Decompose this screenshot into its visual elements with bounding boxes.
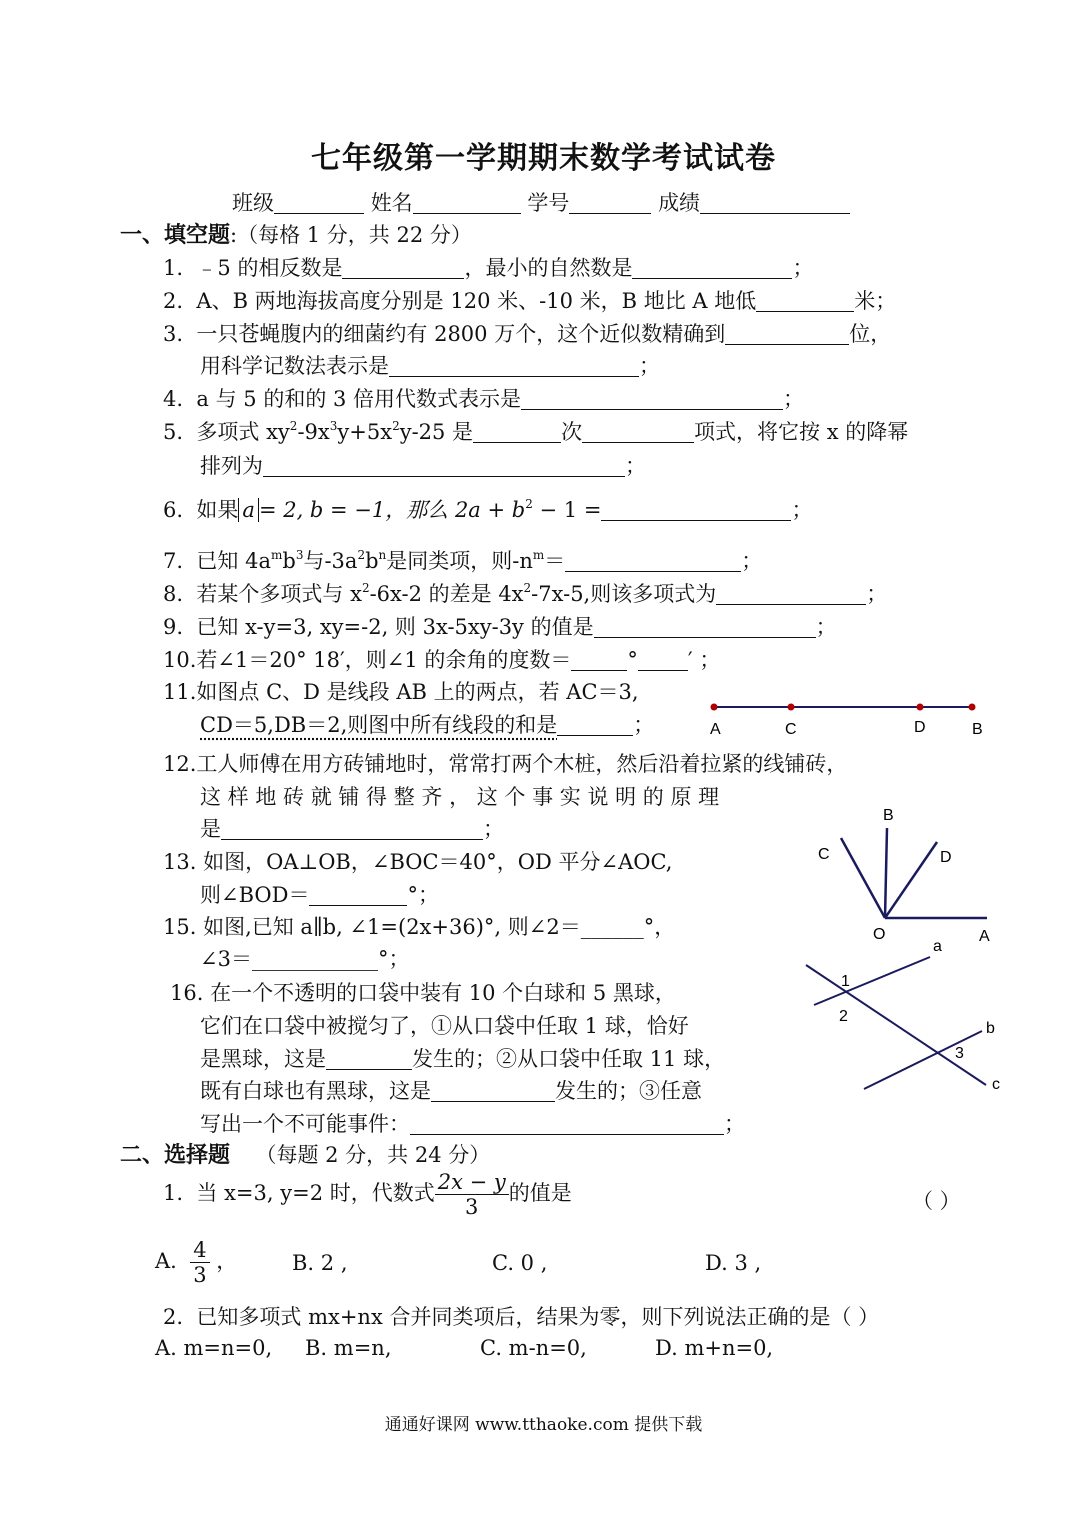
ray-od xyxy=(885,842,937,918)
q-text: 是同类项，则-n xyxy=(386,549,533,573)
option-c[interactable]: C. 0 , xyxy=(492,1251,548,1275)
q-text: 如果 xyxy=(196,498,239,522)
q-text: 则∠BOD＝ xyxy=(200,883,310,907)
q-num: 9. xyxy=(163,615,184,639)
choice-q1-answer-paren[interactable]: （ ） xyxy=(912,1189,961,1213)
answer-blank[interactable] xyxy=(557,713,633,736)
answer-blank[interactable] xyxy=(601,498,791,521)
student-info xyxy=(232,187,850,217)
q-text: 是 xyxy=(200,817,221,841)
q-text: 多项式 xy xyxy=(196,420,290,444)
section1-heading-line xyxy=(120,218,472,249)
q-text: 已知 x-y=3, xy=-2, 则 3x-5xy-3y 的值是 xyxy=(196,615,594,639)
q-text: ° xyxy=(627,648,638,672)
q-text: 若某个多项式与 x xyxy=(196,582,362,606)
label-a: A xyxy=(710,721,721,738)
name-field[interactable] xyxy=(413,191,521,214)
exponent: m xyxy=(532,548,545,562)
answer-blank[interactable] xyxy=(309,883,407,906)
fill-q13-line2 xyxy=(200,879,439,909)
answer-blank[interactable] xyxy=(342,256,464,279)
q-text: °； xyxy=(407,883,439,907)
angle-3-label: 3 xyxy=(955,1045,964,1062)
point-d xyxy=(917,704,924,711)
q-num: 6. xyxy=(163,498,184,522)
exponent: 3 xyxy=(329,419,338,433)
label-a: a xyxy=(933,938,942,955)
number-field[interactable] xyxy=(569,191,651,214)
option-a[interactable]: A. m=n=0, xyxy=(155,1336,273,1360)
exponent: 2 xyxy=(361,581,370,595)
fill-q16 xyxy=(170,977,676,1007)
fill-q16-line2 xyxy=(200,1010,689,1040)
angle-figure xyxy=(805,800,1015,950)
q-text: 发生的；②从口袋中任取 11 球， xyxy=(412,1047,726,1071)
q-text: y-25 是 xyxy=(399,420,474,444)
section1-note: :（每格 1 分，共 22 分） xyxy=(230,223,472,247)
ray-oc xyxy=(841,838,885,918)
class-field[interactable] xyxy=(274,191,364,214)
answer-blank[interactable] xyxy=(756,289,854,312)
label-c: c xyxy=(992,1076,1000,1093)
angle-2-label: 2 xyxy=(839,1008,848,1025)
answer-blank[interactable] xyxy=(263,454,625,477)
point-a xyxy=(711,704,718,711)
q-num: 15. xyxy=(163,915,197,939)
label-b: b xyxy=(986,1020,995,1037)
q-text: 位， xyxy=(849,322,892,346)
q-text: 发生的；③任意 xyxy=(555,1079,702,1103)
answer-blank[interactable] xyxy=(389,354,639,377)
q-text: ； xyxy=(866,582,888,606)
answer-blank[interactable] xyxy=(582,420,694,443)
fill-q3 xyxy=(163,318,891,348)
q-text: ； xyxy=(815,615,837,639)
q-text: 如图点 C、D 是线段 AB 上的两点，若 AC＝3, xyxy=(196,680,639,704)
q-text: 项式，将它按 x 的降幂 xyxy=(694,420,909,444)
q-text: 工人师傅在用方砖铺地时，常常打两个木桩，然后沿着拉紧的线铺砖， xyxy=(196,752,848,776)
q-text: ， xyxy=(216,1249,238,1274)
q-text: ﹣5 的相反数是 xyxy=(196,256,343,280)
q-text: 它们在口袋中被搅匀了，①从口袋中任取 1 球，恰好 xyxy=(200,1014,689,1038)
label-c: C xyxy=(785,721,797,738)
q-text: ； xyxy=(783,387,805,411)
q-text: ； xyxy=(741,549,763,573)
score-field[interactable] xyxy=(700,191,850,214)
q-text: A、B 两地海拔高度分别是 120 米、-10 米，B 地比 A 地低 xyxy=(196,289,757,313)
q-text: 排列为 xyxy=(200,454,263,478)
q-text: a 与 5 的和的 3 倍用代数式表示是 xyxy=(196,387,522,411)
q-num: 1. xyxy=(163,1181,184,1206)
q-text: 已知 4a xyxy=(196,549,271,573)
q-text: -9x xyxy=(297,420,330,444)
class-label: 班级 xyxy=(232,191,274,215)
fraction-numerator: 2x − y xyxy=(435,1170,509,1195)
fill-q6 xyxy=(163,494,812,524)
q-text: 写出一个不可能事件： xyxy=(200,1112,410,1136)
number-label: 学号 xyxy=(527,191,570,215)
answer-blank[interactable] xyxy=(571,648,627,671)
name-label: 姓名 xyxy=(370,191,413,215)
fill-q11 xyxy=(163,676,639,706)
fill-q16-line3 xyxy=(200,1043,725,1073)
section2-heading: 二、选择题 xyxy=(120,1142,231,1168)
exponent: n xyxy=(378,548,387,562)
q-text: ′ xyxy=(687,648,693,672)
answer-blank[interactable] xyxy=(431,1079,555,1102)
fill-q12-line2 xyxy=(200,781,719,811)
q-text: -6x-2 的差是 4x xyxy=(369,582,524,606)
fill-q7 xyxy=(163,545,762,575)
fill-q3-line2 xyxy=(200,350,660,380)
q-text: ； xyxy=(483,817,504,841)
q-text: 与-3a xyxy=(303,549,358,573)
option-d[interactable]: D. m+n=0, xyxy=(655,1336,774,1360)
q-text: y+5x xyxy=(337,420,393,444)
exponent: 2 xyxy=(289,419,298,433)
q-text: 已知多项式 mx+nx 合并同类项后，结果为零，则下列说法正确的是 xyxy=(196,1305,831,1329)
fill-q15 xyxy=(163,911,675,941)
fill-q10 xyxy=(163,644,720,674)
q-text: ； xyxy=(791,498,813,522)
q-num: 11. xyxy=(163,680,197,704)
fill-q13 xyxy=(163,846,672,876)
q-text: 在一个不透明的口袋中装有 10 个白球和 5 黑球， xyxy=(203,981,676,1005)
option-b[interactable]: B. 2 , xyxy=(292,1251,348,1275)
label-b: B xyxy=(972,721,983,738)
score-label: 成绩 xyxy=(658,191,701,215)
q-text: ，最小的自然数是 xyxy=(464,256,633,280)
q-text: b xyxy=(282,549,296,573)
answer-blank[interactable] xyxy=(565,549,741,572)
q-text: − 1 = xyxy=(532,498,602,522)
q-text: ； xyxy=(792,256,814,280)
answer-blank[interactable] xyxy=(410,1112,724,1135)
q-text: ； xyxy=(724,1112,745,1136)
answer-blank[interactable] xyxy=(521,387,783,410)
fill-q16-line4 xyxy=(200,1075,702,1105)
line-b xyxy=(864,1031,982,1089)
segment-figure xyxy=(700,693,1000,743)
option-a[interactable]: A. xyxy=(155,1249,177,1274)
label-d: D xyxy=(940,849,952,866)
q-text: = 2, b = −1，那么 2a + b xyxy=(258,498,526,522)
line-c xyxy=(806,965,986,1085)
answer-blank[interactable] xyxy=(632,256,792,279)
q-num: 5. xyxy=(163,420,184,444)
q-num: 16. xyxy=(170,981,204,1005)
page-title: 七年级第一学期期末数学考试试卷 xyxy=(311,141,776,176)
fill-q12-line3 xyxy=(200,813,504,843)
q-text: ； xyxy=(625,454,646,478)
q-text: -7x-5,则该多项式为 xyxy=(531,582,717,606)
ray-ob xyxy=(885,828,887,918)
fill-q5-line2 xyxy=(200,450,646,480)
fill-q1 xyxy=(163,252,813,282)
q-num: 3. xyxy=(163,322,184,346)
q-text: 既有白球也有黑球，这是 xyxy=(200,1079,431,1103)
fill-q4 xyxy=(163,383,804,413)
answer-blank[interactable] xyxy=(725,322,849,345)
q-text: ； xyxy=(699,648,721,672)
q-num: 12. xyxy=(163,752,197,776)
q-num: 10. xyxy=(163,648,197,672)
answer-blank[interactable] xyxy=(716,582,866,605)
q-text: 如图,已知 a∥b, ∠1=(2x+36)°, 则∠2＝______°， xyxy=(196,915,676,939)
parallel-figure xyxy=(798,935,1038,1105)
label-b: B xyxy=(883,807,894,824)
fill-q8 xyxy=(163,578,887,608)
answer-blank[interactable] xyxy=(594,615,816,638)
fill-q16-line5 xyxy=(200,1108,745,1138)
fill-q11-line2 xyxy=(200,709,654,739)
exponent: 2 xyxy=(525,497,533,511)
point-c xyxy=(788,704,795,711)
choice-q1-options xyxy=(155,1238,237,1287)
angle-1-label: 1 xyxy=(841,973,850,990)
q-text: ＝ xyxy=(544,549,566,573)
option-a-fraction xyxy=(190,1238,209,1287)
exponent: 2 xyxy=(357,548,366,562)
choice-q2-answer-paren[interactable]: （ ） xyxy=(830,1305,880,1329)
q-text: 当 x=3, y=2 时，代数式 xyxy=(196,1181,435,1206)
q-text: 一只苍蝇腹内的细菌约有 2800 万个，这个近似数精确到 xyxy=(196,322,726,346)
q-text: 是黑球，这是 xyxy=(200,1047,326,1071)
q-num: 2. xyxy=(163,289,184,313)
q-num: 13. xyxy=(163,850,197,874)
answer-blank[interactable] xyxy=(221,817,483,840)
q-text: 如图，OA⊥OB，∠BOC＝40°，OD 平分∠AOC, xyxy=(196,850,673,874)
q-num: 4. xyxy=(163,387,184,411)
fill-q12 xyxy=(163,748,847,778)
q-text: ； xyxy=(639,354,660,378)
label-o: O xyxy=(873,926,886,943)
q-num: 7. xyxy=(163,549,184,573)
q-text: ； xyxy=(633,713,655,737)
section1-heading: 一、填空题 xyxy=(120,222,231,248)
fill-q2 xyxy=(163,285,896,315)
option-c[interactable]: C. m-n=0, xyxy=(480,1336,587,1360)
q-text: 若∠1＝20° 18′，则∠1 的余角的度数＝ xyxy=(196,648,572,672)
footer-credit: 通通好课网 www.tthaoke.com 提供下载 xyxy=(384,1415,703,1435)
q-num: 8. xyxy=(163,582,184,606)
label-a: A xyxy=(979,928,990,945)
q-text: 米； xyxy=(854,289,897,313)
fill-q5 xyxy=(163,416,908,446)
point-b xyxy=(969,704,976,711)
q-text: 次 xyxy=(561,420,583,444)
answer-blank[interactable] xyxy=(638,648,688,671)
answer-blank[interactable] xyxy=(326,1047,412,1070)
option-d[interactable]: D. 3 , xyxy=(705,1251,762,1275)
exponent: 2 xyxy=(392,419,400,433)
q-text: 的值是 xyxy=(508,1181,572,1206)
section2-heading-line xyxy=(120,1138,490,1169)
exponent: 2 xyxy=(523,581,532,595)
fraction-denominator: 3 xyxy=(465,1195,479,1220)
abs-value: a xyxy=(238,498,259,522)
fill-q15-line2 xyxy=(200,943,409,973)
section2-note: （每题 2 分，共 24 分） xyxy=(255,1143,491,1167)
exponent: m xyxy=(270,548,283,562)
q-text: b xyxy=(365,549,379,573)
q-text: 这 样 地 砖 就 铺 得 整 齐 ， 这 个 事 实 说 明 的 原 理 xyxy=(200,785,720,809)
label-c: C xyxy=(818,846,830,863)
q-text: ∠3＝____________°； xyxy=(200,947,410,971)
answer-blank[interactable] xyxy=(473,420,561,443)
option-b[interactable]: B. m=n, xyxy=(305,1336,392,1360)
label-d: D xyxy=(914,719,926,736)
q-text: CD＝5,DB＝2,则图中所有线段的和是 xyxy=(200,713,558,737)
fraction-expression xyxy=(435,1170,509,1219)
q-num: 2. xyxy=(163,1305,184,1329)
q-num: 1. xyxy=(163,256,184,280)
fraction-numerator: 4 xyxy=(190,1238,209,1263)
q-text: 用科学记数法表示是 xyxy=(200,354,389,378)
fraction-denominator: 3 xyxy=(193,1263,207,1288)
choice-q1 xyxy=(163,1170,572,1219)
choice-q2 xyxy=(163,1301,879,1331)
exponent: 3 xyxy=(295,548,304,562)
fill-q9 xyxy=(163,611,837,641)
